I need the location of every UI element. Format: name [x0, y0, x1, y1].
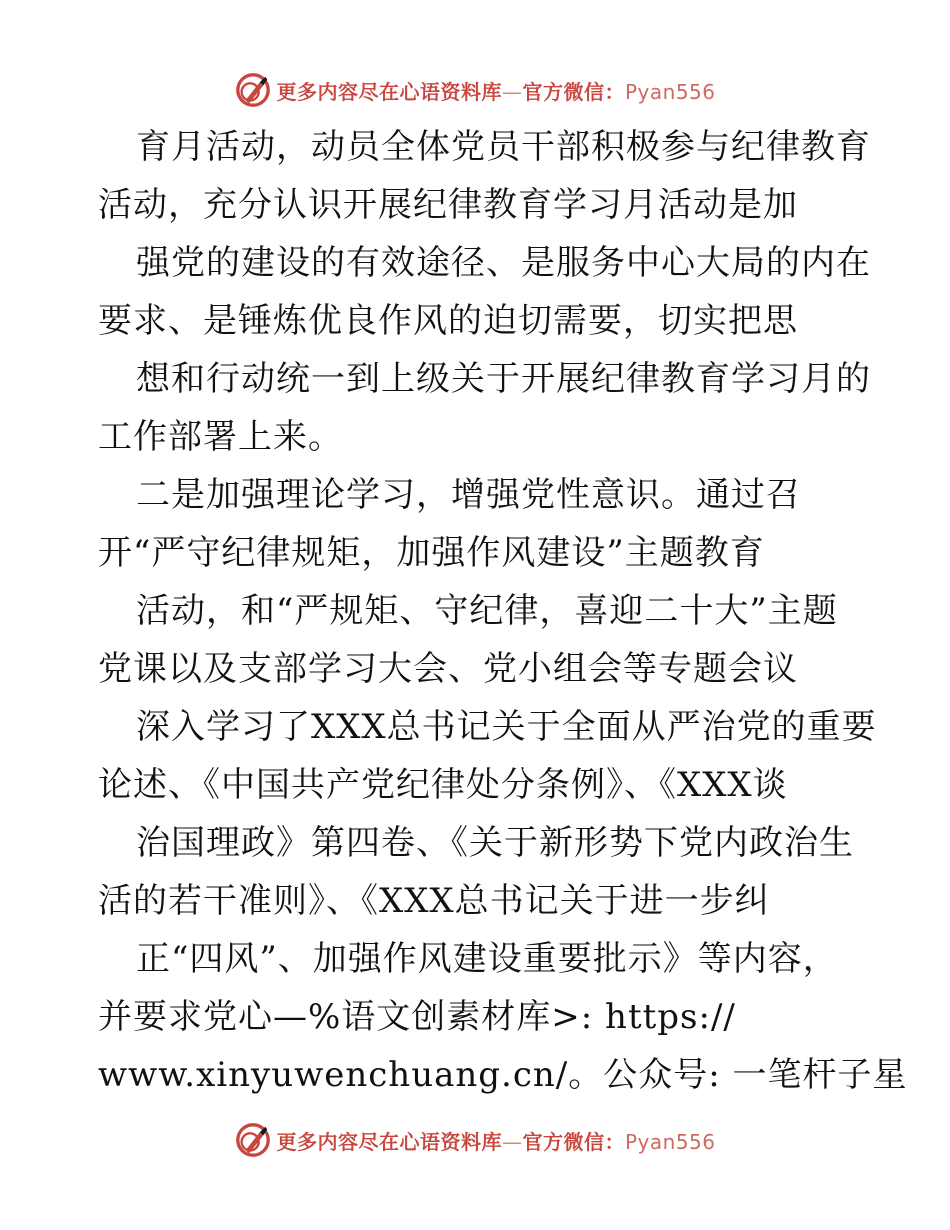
text-line: 正“四风”、加强作风建设重要批示》等内容，: [136, 939, 838, 979]
text-line: 开“严守纪律规矩，加强作风建设”主题教育: [98, 533, 765, 573]
text-line: 活的若干准则》、《XXX总书记关于进一步纠: [98, 881, 770, 921]
text-line: 活动，和“严规矩、守纪律，喜迎二十大”主题: [136, 591, 838, 631]
text-line: 并要求党心—%语文创素材库>: https://: [98, 997, 736, 1037]
pen-logo-icon: [234, 1121, 272, 1159]
text-line: 活动，充分认识开展纪律教育学习月活动是加: [98, 185, 798, 225]
banner-wechat-id: Pyan556: [624, 79, 716, 104]
pen-logo-icon: [234, 71, 272, 109]
header-banner[interactable]: [0, 68, 950, 112]
body-text: [0, 118, 950, 1104]
text-line: 工作部署上来。: [98, 417, 343, 457]
footer-banner[interactable]: [0, 1118, 950, 1162]
text-line: 要求、是锤炼优良作风的迫切需要，切实把思: [98, 301, 798, 341]
text-line: 强党的建设的有效途径、是服务中心大局的内在: [136, 243, 871, 283]
banner-main-text: 更多内容尽在心语资料库: [276, 1129, 502, 1154]
text-line: 想和行动统一到上级关于开展纪律教育学习月的: [136, 359, 871, 399]
text-line: 治国理政》第四卷、《关于新形势下党内政治生: [136, 823, 854, 863]
banner-text: [276, 1126, 715, 1155]
text-line: 论述、《中国共产党纪律处分条例》、《XXX谈: [98, 765, 788, 805]
banner-dash: —: [501, 1129, 523, 1154]
text-line: 二是加强理论学习，增强党性意识。通过召: [136, 475, 801, 515]
text-line: 育月活动，动员全体党员干部积极参与纪律教育: [136, 127, 871, 167]
text-line: 党课以及支部学习大会、党小组会等专题会议: [98, 649, 798, 689]
banner-wechat-label: 官方微信：: [522, 79, 625, 104]
banner-wechat-id: Pyan556: [624, 1129, 716, 1154]
banner-dash: —: [501, 79, 523, 104]
text-line: 深入学习了XXX总书记关于全面从严治党的重要: [136, 707, 877, 747]
banner-main-text: 更多内容尽在心语资料库: [276, 79, 502, 104]
banner-text: [276, 76, 715, 105]
text-line: www.xinyuwenchuang.cn/。公众号: 一笔杆子星: [98, 1055, 908, 1095]
banner-wechat-label: 官方微信：: [522, 1129, 625, 1154]
